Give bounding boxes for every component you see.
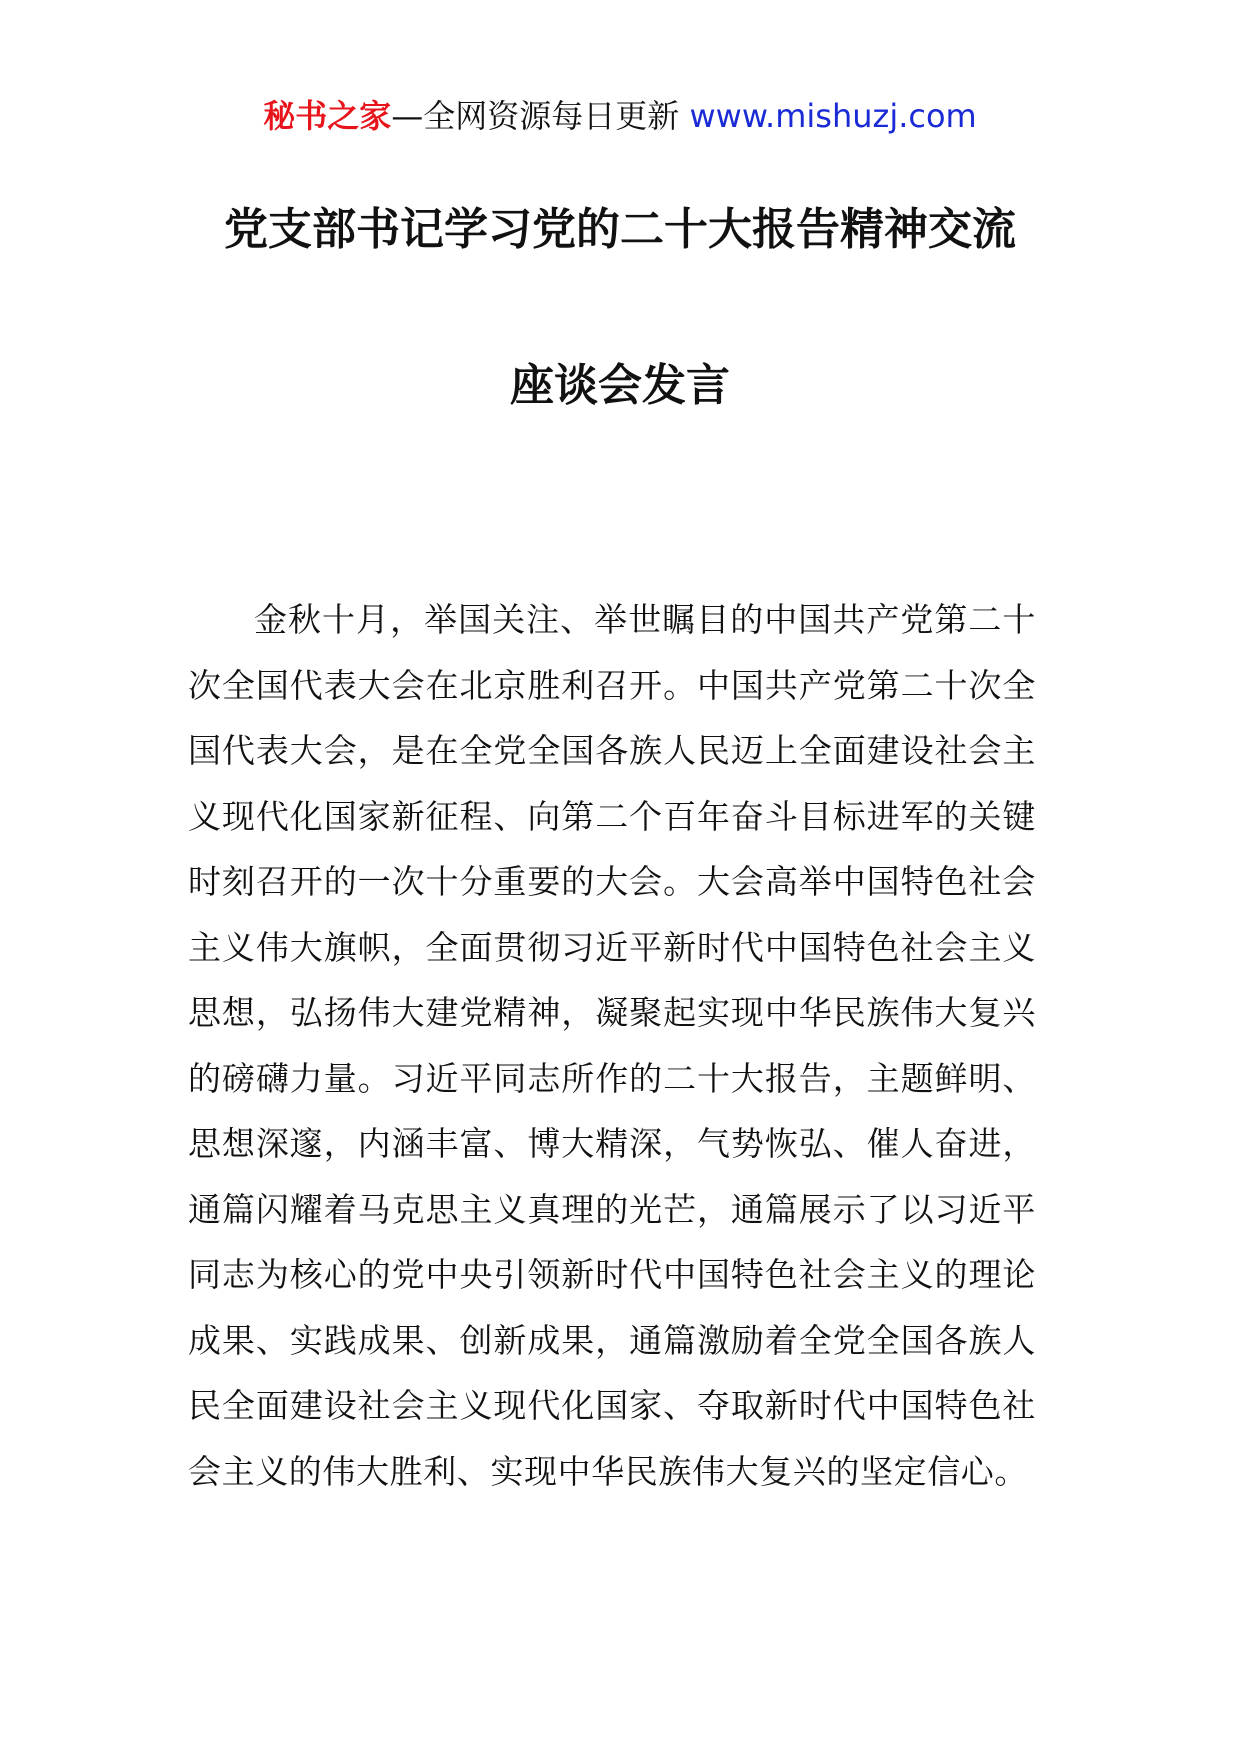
- document-title-line-2: 座谈会发言: [510, 360, 730, 411]
- site-header: [0, 96, 1240, 136]
- site-url-link[interactable]: www.mishuzj.com: [689, 97, 977, 135]
- site-slogan: —全网资源每日更新: [391, 97, 690, 135]
- document-title-line-1: 党支部书记学习党的二十大报告精神交流: [224, 204, 1016, 255]
- site-brand: 秘书之家: [263, 97, 392, 135]
- body-paragraph: 金秋十月，举国关注、举世瞩目的中国共产党第二十次全国代表大会在北京胜利召开。中国共产党第二十次全国代表大会，是在全党全国各族人民迈上全面建设社会主义现代化国家新征程、向第二个百年奋斗目标进军的关键时刻召开的一次十分重要的大会。大会高举中国特色社会主义伟大旗帜，全面贯彻习近平新时代中国特色社会主义思想，弘扬伟大建党精神，凝聚起实现中华民族伟大复兴的磅礴力量。习近平同志所作的二十大报告，主题鲜明、思想深邃，内涵丰富、博大精深，气势恢弘、催人奋进，通篇闪耀着马克思主义真理的光芒，通篇展示了以习近平同志为核心的党中央引领新时代中国特色社会主义的理论成果、实践成果、创新成果，通篇激励着全党全国各族人民全面建设社会主义现代化国家、夺取新时代中国特色社会主义的伟大胜利、实现中华民族伟大复兴的坚定信心。: [188, 600, 1036, 1491]
